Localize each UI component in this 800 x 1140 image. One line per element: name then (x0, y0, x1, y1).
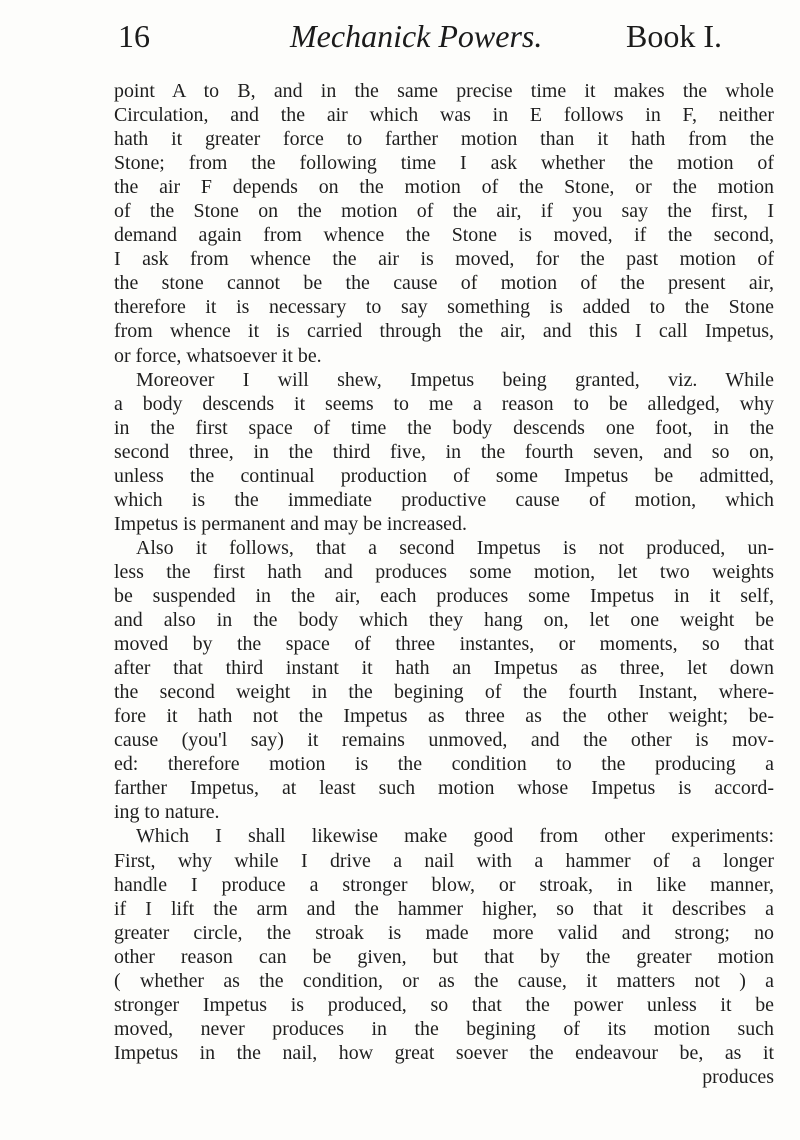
text-line: the second weight in the begining of the fourth Instant, where- (114, 681, 774, 704)
text-line: moved by the space of three instantes, or moments, so that (114, 633, 774, 656)
text-line: moved, never produces in the begining of its motion such (114, 1017, 774, 1040)
text-line: unless the continual production of some Impetus be admitted, (114, 464, 774, 487)
text-line: ed: therefore motion is the condition to the producing a (114, 753, 774, 776)
text-line: second three, in the third five, in the fourth seven, and so on, (114, 440, 774, 463)
text-line: therefore it is necessary to say something is added to the Stone (114, 296, 774, 319)
text-line: cause (you'l say) it remains unmoved, and the other is mov- (114, 729, 774, 752)
text-line: Also it follows, that a second Impetus is not produced, un- (136, 536, 774, 559)
text-line: stronger Impetus is produced, so that the power unless it be (114, 993, 774, 1016)
text-line: hath it greater force to farther motion than it hath from the (114, 128, 774, 151)
text-line: point A to B, and in the same precise time it makes the whole (114, 80, 774, 102)
running-title: Mechanick Powers. (290, 18, 543, 54)
text-line: or force, whatsoever it be. (114, 344, 322, 367)
text-line: other reason can be given, but that by the greater motion (114, 945, 774, 968)
text-line: Impetus is permanent and may be increased. (114, 512, 467, 535)
text-line: First, why while I drive a nail with a hammer of a longer (114, 849, 774, 872)
text-line: handle I produce a stronger blow, or stroak, in like manner, (114, 873, 774, 896)
text-line: and also in the body which they hang on, let one weight be (114, 609, 774, 632)
body-text (114, 79, 774, 1089)
text-line: fore it hath not the Impetus as three as the other weight; be- (114, 705, 774, 728)
text-line: Circulation, and the air which was in E follows in F, neither (114, 104, 774, 127)
text-line: a body descends it seems to me a reason to be alledged, why (114, 392, 774, 415)
text-line: from whence it is carried through the air, and this I call Impetus, (114, 320, 774, 343)
text-line: of the Stone on the motion of the air, if you say the first, I (114, 200, 774, 223)
text-line: ( whether as the condition, or as the cause, it matters not ) a (114, 969, 774, 992)
text-line: Stone; from the following time I ask whether the motion of (114, 152, 774, 175)
text-line: Moreover I will shew, Impetus being granted, viz. While (136, 368, 774, 391)
text-line: demand again from whence the Stone is moved, if the second, (114, 224, 774, 247)
text-line: greater circle, the stroak is made more valid and strong; no (114, 921, 774, 944)
page-number: 16 (118, 18, 150, 54)
text-line: the air F depends on the motion of the Stone, or the motion (114, 176, 774, 199)
text-line: which is the immediate productive cause of motion, which (114, 488, 774, 511)
text-line: Impetus in the nail, how great soever the endeavour be, as it (114, 1041, 774, 1064)
text-line: I ask from whence the air is moved, for the past motion of (114, 248, 774, 271)
text-line: be suspended in the air, each produces some Impetus in it self, (114, 584, 774, 607)
text-line: if I lift the arm and the hammer higher, so that it describes a (114, 897, 774, 920)
text-line: the stone cannot be the cause of motion of the present air, (114, 272, 774, 295)
text-line: ing to nature. (114, 801, 220, 824)
text-line: after that third instant it hath an Impetus as three, let down (114, 657, 774, 680)
text-line: in the first space of time the body descends one foot, in the (114, 416, 774, 439)
text-line: less the first hath and produces some motion, let two weights (114, 560, 774, 583)
text-line: Which I shall likewise make good from other experiments: (136, 825, 774, 848)
text-line: farther Impetus, at least such motion whose Impetus is accord- (114, 777, 774, 800)
page-header (0, 12, 800, 72)
book-label: Book I. (626, 18, 722, 54)
text-line: produces (702, 1065, 774, 1088)
